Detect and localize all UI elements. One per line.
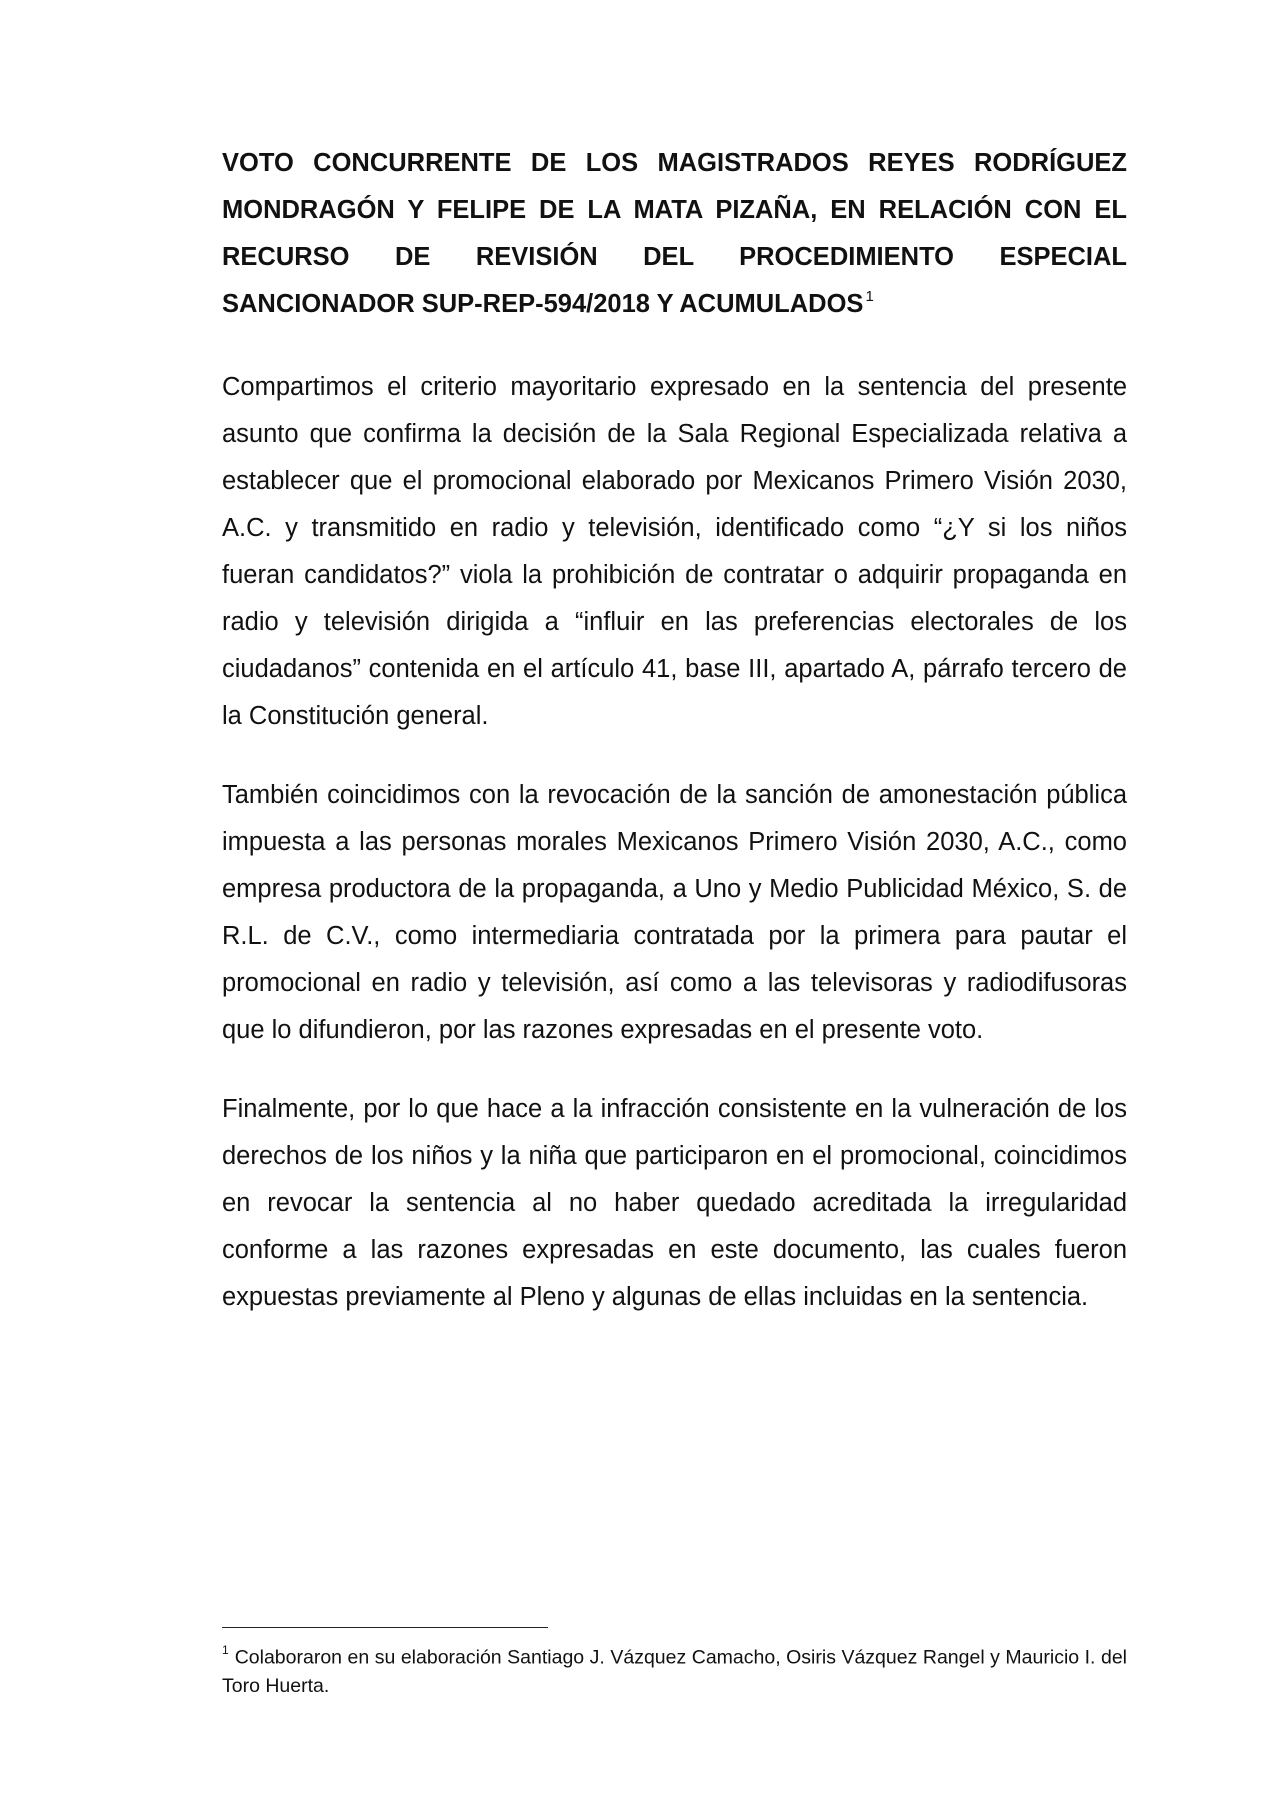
document-title xyxy=(222,140,1127,328)
document-body xyxy=(222,140,1127,1353)
paragraph-1: Compartimos el criterio mayoritario expresado en la sentencia del presente asunto que confirma la decisión de la Sala Regional Especializada relativa a establecer que el promocional elaborado por Mexicanos Primero Visión 2030, A.C. y transmitido en radio y televisión, identificado como “¿Y si los niños fueran candidatos?” viola la prohibición de contratar o adquirir propaganda en radio y televisión dirigida a “influir en las preferencias electorales de los ciudadanos” contenida en el artículo 41, base III, apartado A, párrafo tercero de la Constitución general. xyxy=(222,373,1127,730)
title-footnote-reference: 1 xyxy=(865,287,874,305)
footnote-separator xyxy=(222,1627,548,1628)
footnote xyxy=(222,1638,1127,1700)
footnote-text: Colaboraron en su elaboración Santiago J. Vázquez Camacho, Osiris Vázquez Rangel y Mauricio I. del Toro Huerta. xyxy=(222,1646,1127,1697)
paragraph-3: Finalmente, por lo que hace a la infracción consistente en la vulneración de los derechos de los niños y la niña que participaron en el promocional, coincidimos en revocar la sentencia al no haber quedado acreditada la irregularidad conforme a las razones expresadas en este documento, las cuales fueron expuestas previamente al Pleno y algunas de ellas incluidas en la sentencia. xyxy=(222,1095,1127,1311)
paragraph-2: También coincidimos con la revocación de la sanción de amonestación pública impuesta a las personas morales Mexicanos Primero Visión 2030, A.C., como empresa productora de la propaganda, a Uno y Medio Publicidad México, S. de R.L. de C.V., como intermediaria contratada por la primera para pautar el promocional en radio y televisión, así como a las televisoras y radiodifusoras que lo difundieron, por las razones expresadas en el presente voto. xyxy=(222,781,1127,1044)
document-title-text: VOTO CONCURRENTE DE LOS MAGISTRADOS REYES RODRÍGUEZ MONDRAGÓN Y FELIPE DE LA MATA PIZAÑA, EN RELACIÓN CON EL RECURSO DE REVISIÓN DEL PROCEDIMIENTO ESPECIAL SANCIONADOR SUP-REP-594/2018 Y ACUMULADOS xyxy=(222,149,1127,318)
footnote-number: 1 xyxy=(222,1643,229,1657)
